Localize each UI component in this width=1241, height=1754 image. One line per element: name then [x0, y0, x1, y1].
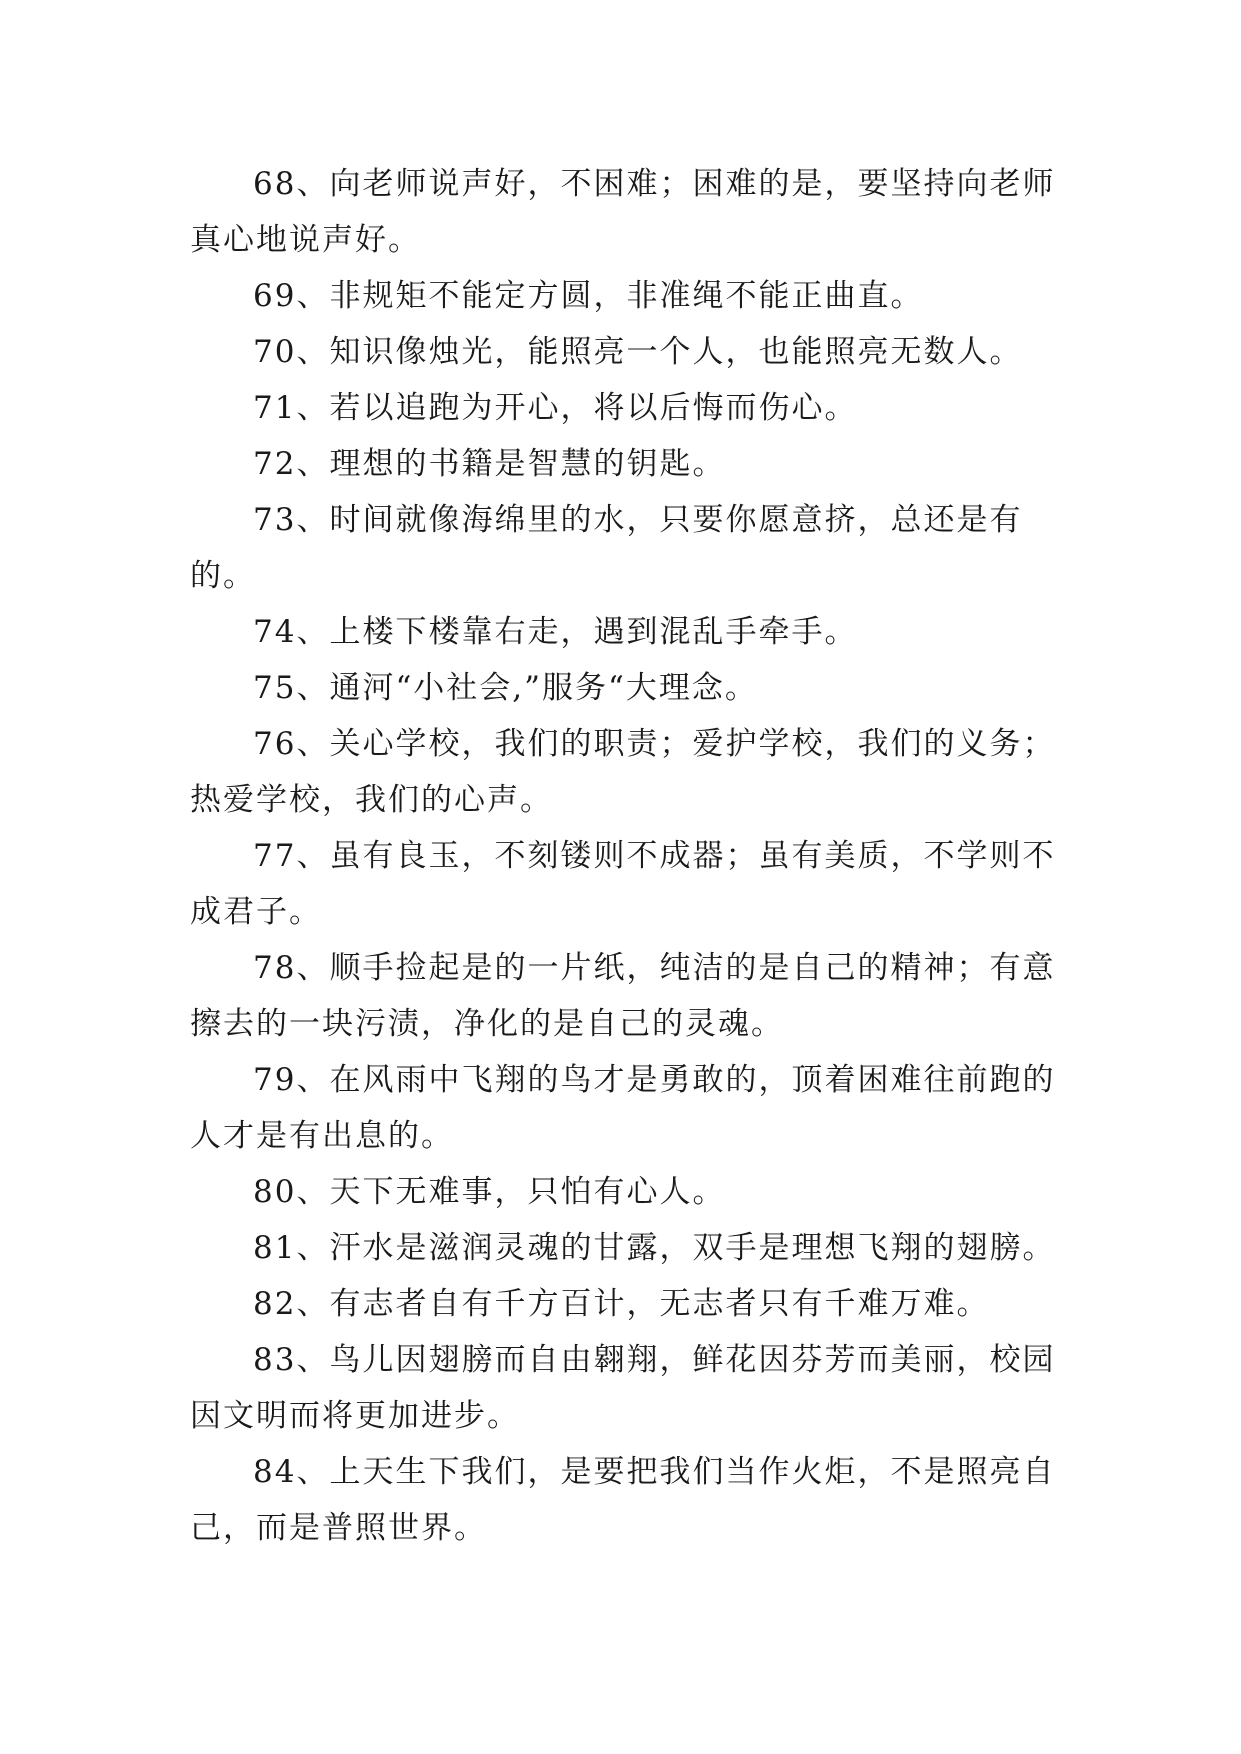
paragraph-80: 80、天下无难事，只怕有心人。: [253, 1174, 726, 1210]
paragraph-84: 84、上天生下我们，是要把我们当作火炬，不是照亮自己，而是普照世界。: [190, 1454, 1056, 1546]
paragraph-73: 73、时间就像海绵里的水，只要你愿意挤，总还是有的。: [190, 502, 1023, 594]
paragraph-83: 83、鸟儿因翅膀而自由翱翔，鲜花因芬芳而美丽，校园因文明而将更加进步。: [190, 1342, 1056, 1434]
paragraph-79: 79、在风雨中飞翔的鸟才是勇敢的，顶着困难往前跑的人才是有出息的。: [190, 1062, 1056, 1154]
paragraph-71: 71、若以追跑为开心，将以后悔而伤心。: [253, 390, 858, 426]
paragraph-76: 76、关心学校，我们的职责；爱护学校，我们的义务；热爱学校，我们的心声。: [190, 726, 1056, 818]
paragraph-74: 74、上楼下楼靠右走，遇到混乱手牵手。: [253, 614, 858, 650]
paragraph-70: 70、知识像烛光，能照亮一个人，也能照亮无数人。: [253, 334, 1023, 370]
paragraph-77: 77、虽有良玉，不刻镂则不成器；虽有美质，不学则不成君子。: [190, 838, 1056, 930]
paragraph-78: 78、顺手捡起是的一片纸，纯洁的是自己的精神；有意擦去的一块污渍，净化的是自己的灵魂。: [190, 950, 1056, 1042]
paragraph-72: 72、理想的书籍是智慧的钥匙。: [253, 446, 726, 482]
paragraph-82: 82、有志者自有千方百计，无志者只有千难万难。: [253, 1286, 990, 1322]
document-page: [190, 156, 1060, 1556]
paragraph-69: 69、非规矩不能定方圆，非准绳不能正曲直。: [253, 278, 924, 314]
paragraph-68: 68、向老师说声好，不困难；困难的是，要坚持向老师真心地说声好。: [190, 166, 1056, 258]
paragraph-81: 81、汗水是滋润灵魂的甘露，双手是理想飞翔的翅膀。: [253, 1230, 1056, 1266]
paragraph-75: 75、通河“小社会,”服务“大理念。: [253, 670, 758, 706]
